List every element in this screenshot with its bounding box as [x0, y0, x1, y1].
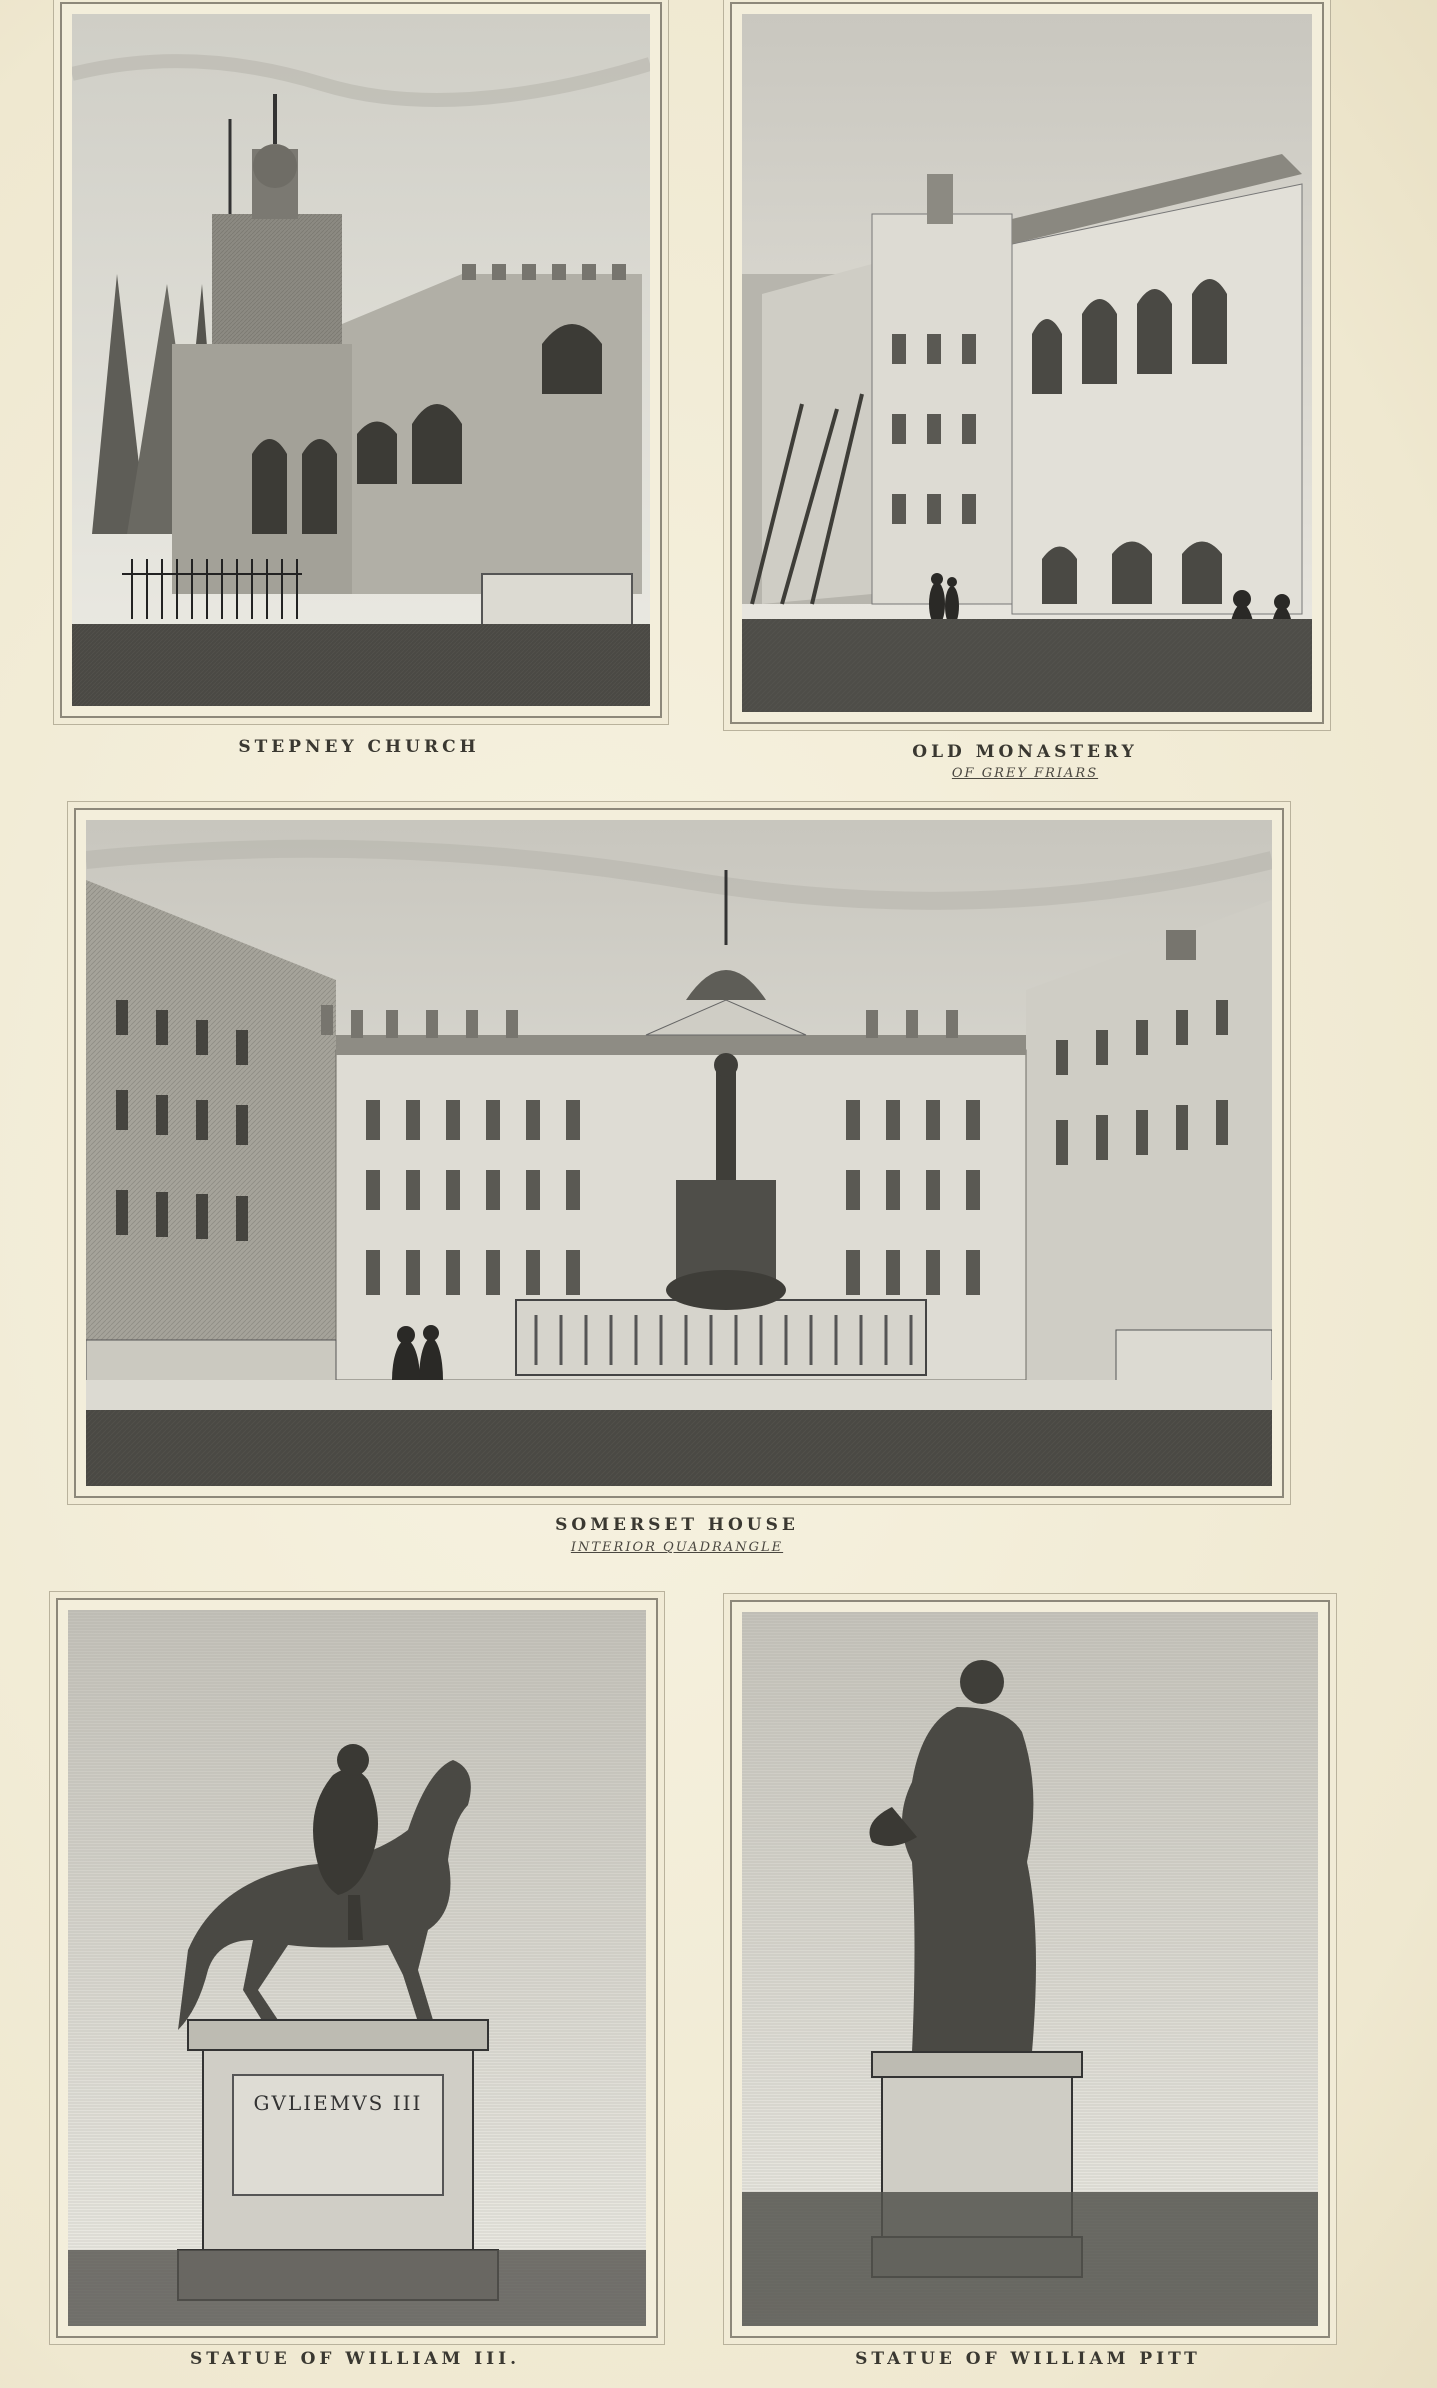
old-monastery-engraving: [742, 14, 1312, 712]
plate-somerset-house: [74, 808, 1284, 1498]
somerset-house-engraving: [86, 820, 1272, 1486]
caption-stepney-church: STEPNEY CHURCH: [238, 737, 480, 757]
subcaption-old-monastery: OF GREY FRIARS: [951, 766, 1099, 781]
caption-statue-william-iii: STATUE OF WILLIAM III.: [189, 2349, 520, 2369]
caption-statue-william-pitt: STATUE OF WILLIAM PITT: [855, 2349, 1201, 2369]
plate-old-monastery: [730, 2, 1324, 724]
statue-william-iii-engraving: [68, 1610, 646, 2326]
pedestal-inscription: GVLIEMVS III: [253, 2091, 423, 2115]
plate-stepney-church: [60, 2, 662, 718]
caption-somerset-house: SOMERSET HOUSE: [555, 1515, 799, 1535]
plate-statue-william-pitt: [730, 1600, 1330, 2338]
caption-old-monastery: OLD MONASTERY: [912, 742, 1138, 762]
statue-william-pitt-engraving: [742, 1612, 1318, 2326]
stepney-church-engraving: [72, 14, 650, 706]
plate-statue-william-iii: [56, 1598, 658, 2338]
subcaption-somerset-house: INTERIOR QUADRANGLE: [570, 1540, 784, 1555]
